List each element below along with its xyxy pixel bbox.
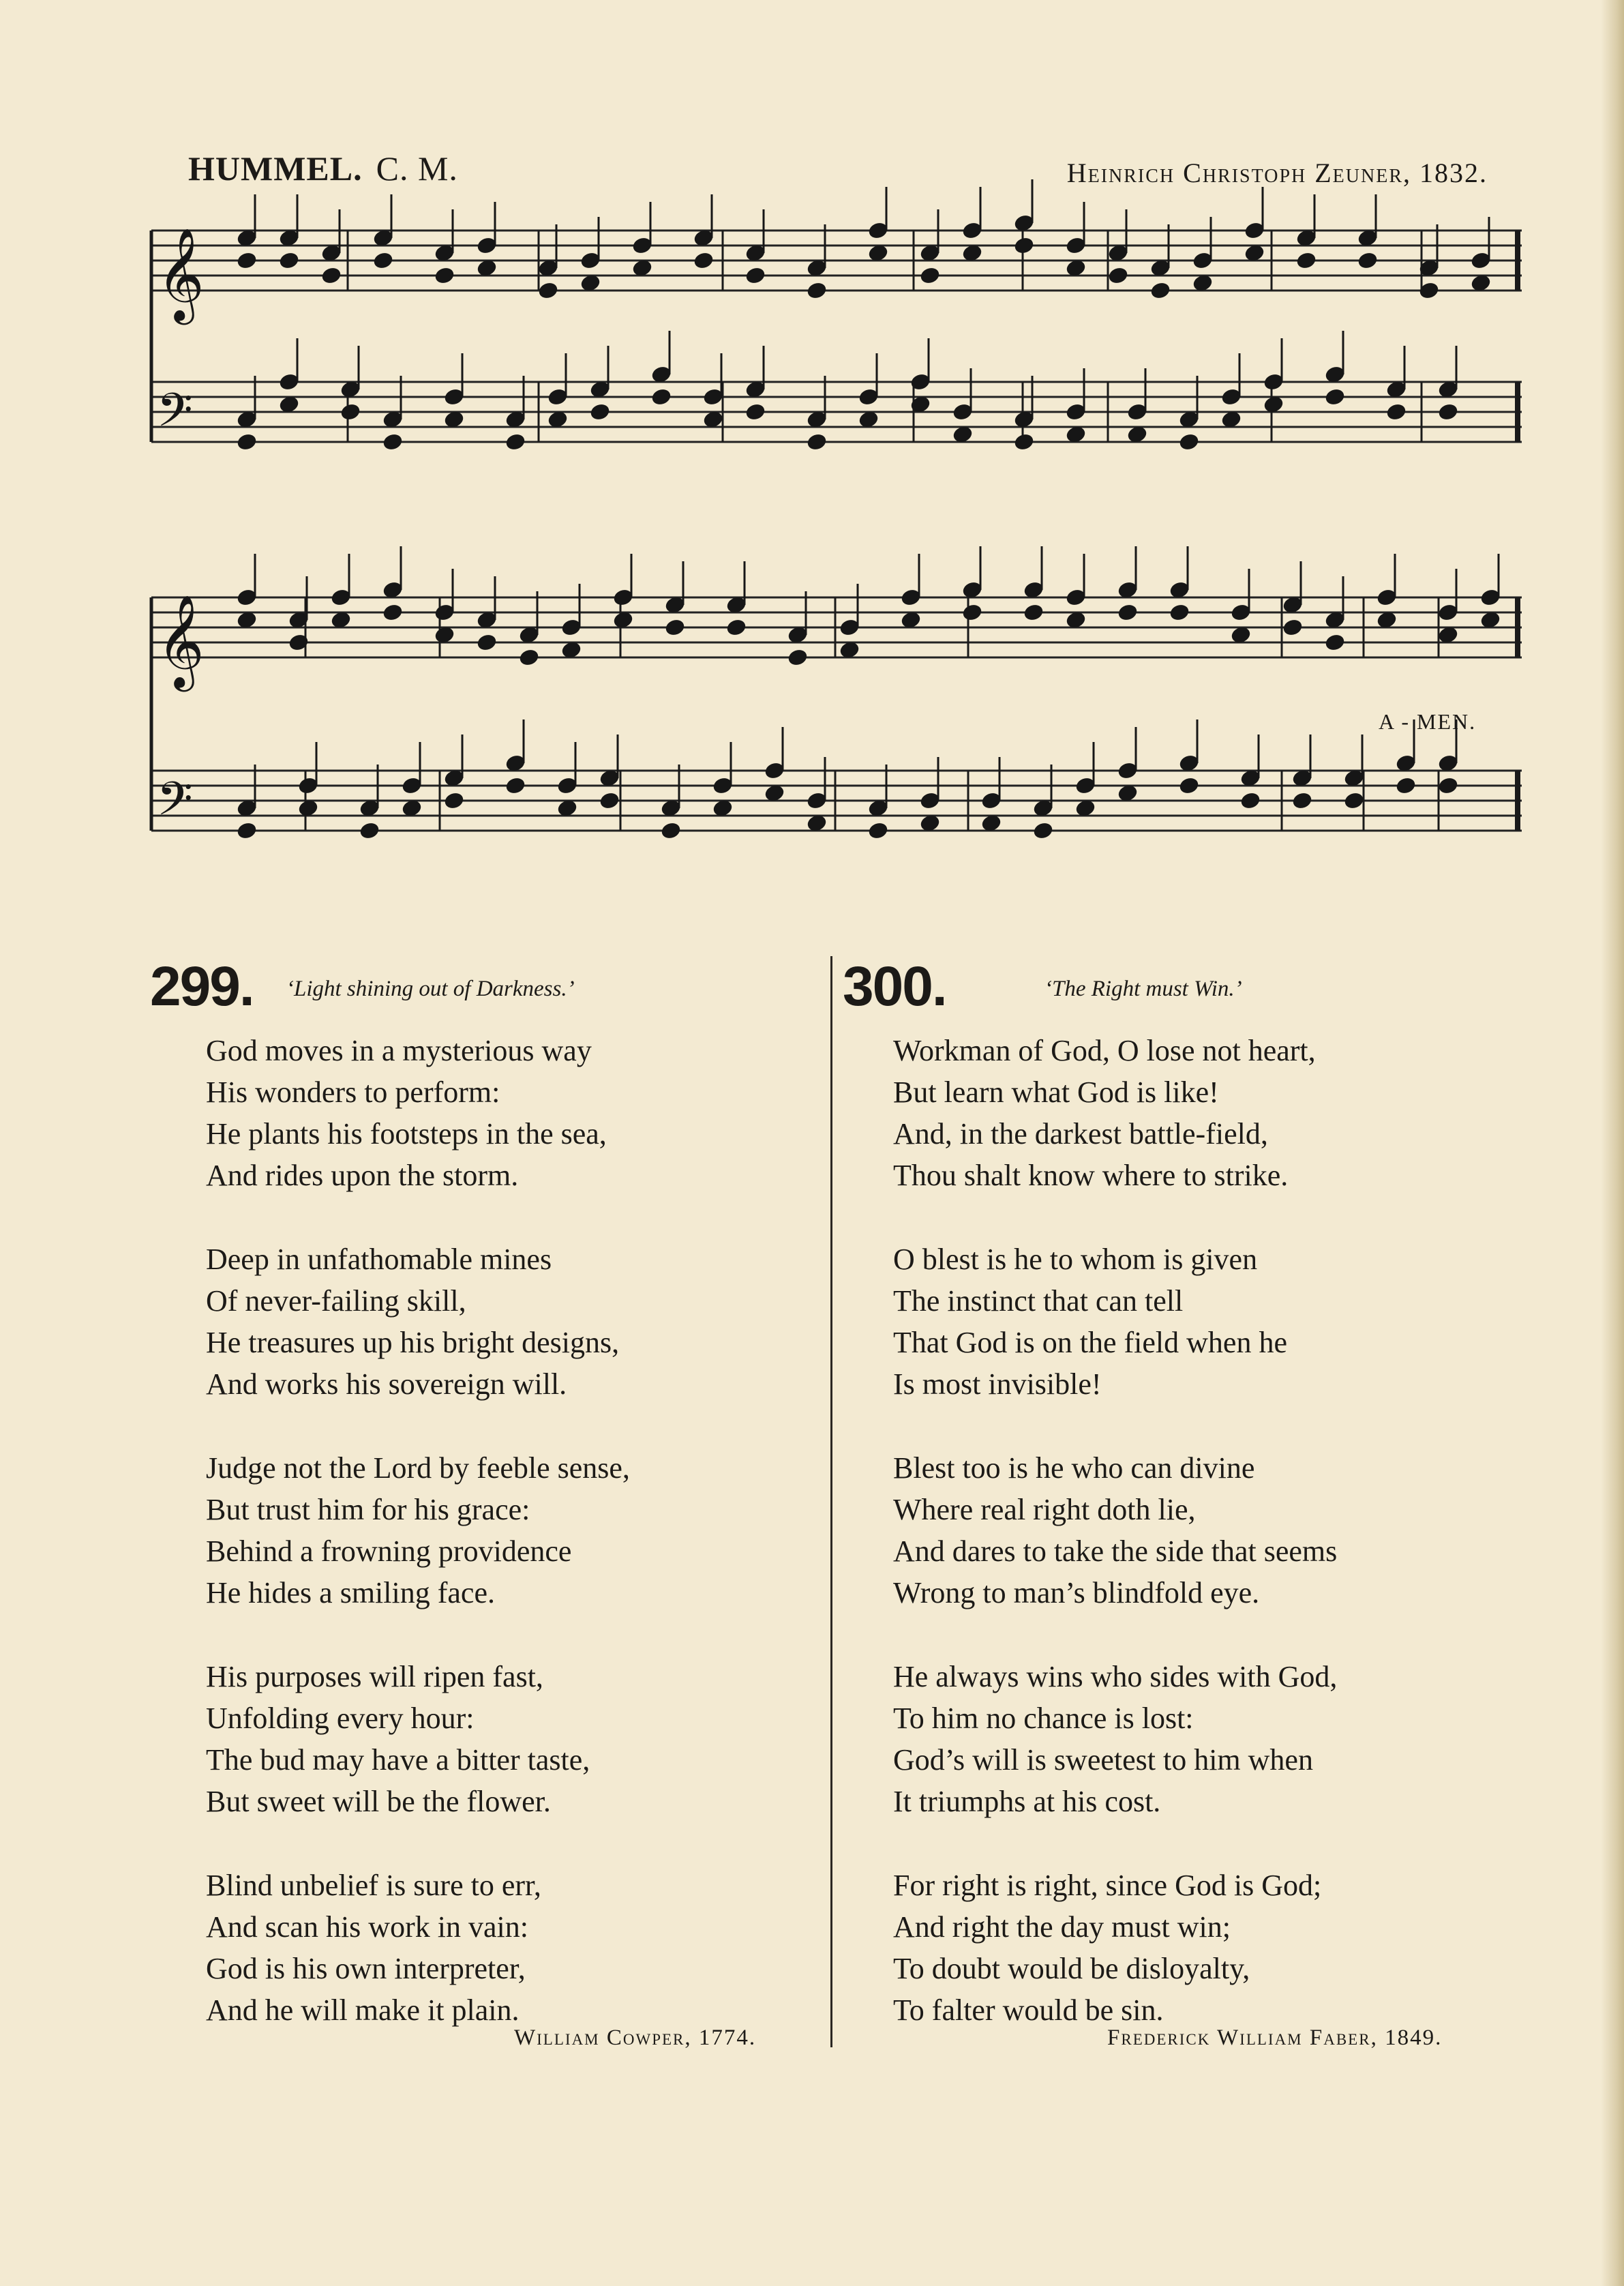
verse-line: He treasures up his bright designs,	[206, 1326, 620, 1359]
verse-line: It triumphs at his cost.	[893, 1785, 1161, 1818]
verse-line: And scan his work in vain:	[206, 1910, 528, 1944]
column-divider	[830, 956, 832, 2047]
stanza-5	[893, 1865, 1524, 2031]
hymn-number: 300.	[843, 955, 946, 1018]
verse-line: Blind unbelief is sure to err,	[206, 1869, 541, 1902]
hymn-299	[150, 955, 805, 2073]
hymn-subtitle: ‘Light shining out of Darkness.’	[286, 977, 575, 1001]
composer-credit: Heinrich Christoph Zeuner, 1832.	[1066, 158, 1488, 188]
verse-line: Of never-failing skill,	[206, 1284, 466, 1318]
verse-line: To him no chance is lost:	[893, 1702, 1194, 1735]
verse-line: O blest is he to whom is given	[893, 1243, 1258, 1276]
verse-line: And he will make it plain.	[206, 1993, 520, 2027]
stanza-3	[893, 1447, 1524, 1614]
clefs	[157, 226, 205, 837]
svg-text:𝄢: 𝄢	[157, 384, 193, 449]
verse-line: And works his sovereign will.	[206, 1367, 567, 1401]
hymn-300	[843, 955, 1524, 2073]
amen-label: A - MEN.	[1379, 709, 1477, 734]
staff-lines	[151, 231, 1522, 831]
stanza-1	[893, 1030, 1524, 1196]
verse-line: For right is right, since God is God;	[893, 1869, 1322, 1902]
stanza-2	[893, 1238, 1524, 1405]
tune-name: HUMMEL.	[188, 149, 363, 188]
hymn-number: 299.	[150, 955, 254, 1018]
hymn-author: William Cowper, 1774.	[514, 2025, 757, 2050]
hymn-subtitle: ‘The Right must Win.’	[1044, 977, 1242, 1001]
verse-line: Unfolding every hour:	[206, 1702, 475, 1735]
notes	[236, 179, 1501, 840]
verse-line: To doubt would be disloyalty,	[893, 1952, 1250, 1985]
music-score	[0, 0, 1624, 900]
stanzas	[150, 1030, 805, 2031]
verse-line: Deep in unfathomable mines	[206, 1243, 552, 1276]
stanza-1	[206, 1030, 805, 1196]
verse-line: He hides a smiling face.	[206, 1576, 495, 1609]
stanzas	[843, 1030, 1524, 2031]
stanza-4	[206, 1656, 805, 1822]
svg-text:𝄞: 𝄞	[157, 593, 205, 687]
verse-line: Thou shalt know where to strike.	[893, 1159, 1289, 1192]
verse-line: And dares to take the side that seems	[893, 1534, 1338, 1568]
verse-line: And, in the darkest battle-field,	[893, 1117, 1268, 1151]
verse-line: Wrong to man’s blindfold eye.	[893, 1576, 1260, 1609]
verse-line: And rides upon the storm.	[206, 1159, 519, 1192]
verse-line: God moves in a mysterious way	[206, 1034, 592, 1067]
verse-line: That God is on the field when he	[893, 1326, 1287, 1359]
verse-line: He always wins who sides with God,	[893, 1660, 1338, 1693]
hymn-author: Frederick William Faber, 1849.	[1107, 2025, 1443, 2050]
verse-line: He plants his footsteps in the sea,	[206, 1117, 607, 1151]
stanza-3	[206, 1447, 805, 1614]
verse-line: God is his own interpreter,	[206, 1952, 526, 1985]
verse-line: The instinct that can tell	[893, 1284, 1184, 1318]
verse-line: Judge not the Lord by feeble sense,	[206, 1451, 630, 1485]
verse-line: Where real right doth lie,	[893, 1493, 1196, 1526]
verse-line: His wonders to perform:	[206, 1075, 500, 1109]
verse-line: But sweet will be the flower.	[206, 1785, 551, 1818]
stanza-2	[206, 1238, 805, 1405]
hymn-heading	[843, 955, 1524, 1030]
svg-text:𝄢: 𝄢	[157, 773, 193, 837]
svg-text:𝄞: 𝄞	[157, 226, 205, 321]
verse-line: Blest too is he who can divine	[893, 1451, 1255, 1485]
verse-line: But learn what God is like!	[893, 1075, 1219, 1109]
bar-lines	[151, 231, 1518, 831]
verse-line: Behind a frowning providence	[206, 1534, 572, 1568]
stanza-4	[893, 1656, 1524, 1822]
verse-line: Is most invisible!	[893, 1367, 1102, 1401]
tune-meter: C. M.	[376, 149, 458, 188]
verse-line: To falter would be sin.	[893, 1993, 1164, 2027]
verse-line: God’s will is sweetest to him when	[893, 1743, 1313, 1777]
stanza-5	[206, 1865, 805, 2031]
verse-line: But trust him for his grace:	[206, 1493, 530, 1526]
verse-line: Workman of God, O lose not heart,	[893, 1034, 1316, 1067]
verse-line: His purposes will ripen fast,	[206, 1660, 543, 1693]
verse-line: And right the day must win;	[893, 1910, 1231, 1944]
hymn-heading	[150, 955, 805, 1030]
verse-line: The bud may have a bitter taste,	[206, 1743, 590, 1777]
